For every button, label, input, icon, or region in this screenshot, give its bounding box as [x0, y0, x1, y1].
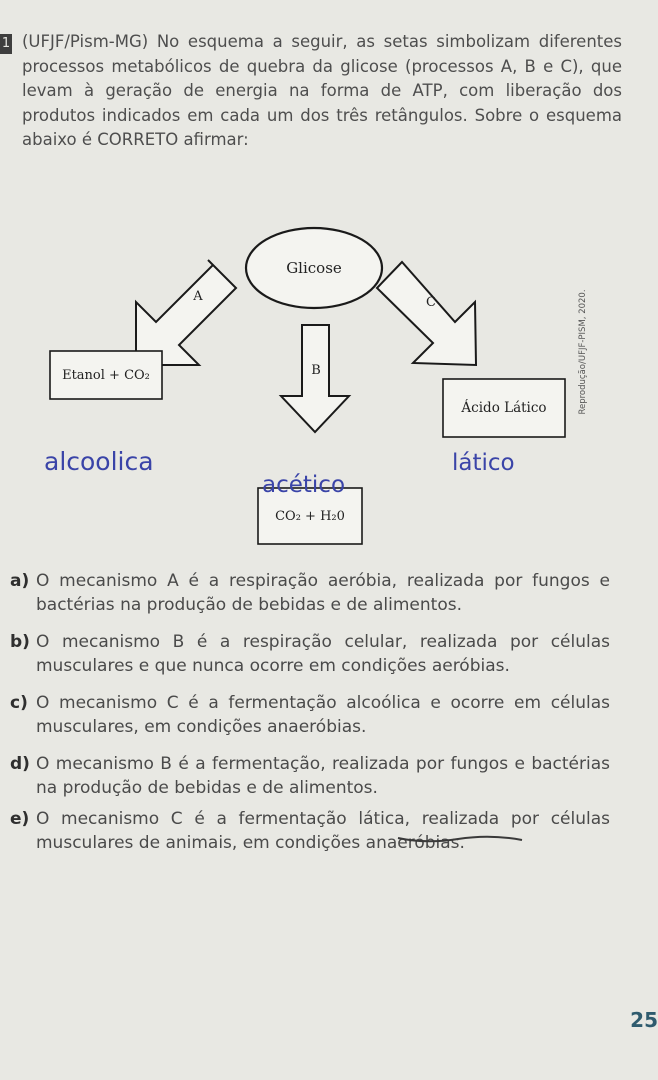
- box-co2-water-label: CO₂ + H₂0: [275, 509, 345, 524]
- option-b: [10, 631, 610, 678]
- answer-options: [10, 570, 610, 855]
- image-credit: Reprodução/UFJF-PISM, 2020.: [578, 289, 588, 415]
- option-b-letter: b): [10, 632, 30, 652]
- box-lactic-acid-label: Ácido Lático: [461, 400, 547, 416]
- option-d-text: O mecanismo B é a fermentação, realizada por fungos e bactérias na produção de bebidas e de alimentos.: [36, 754, 610, 798]
- option-c-text: O mecanismo C é a fermentação alcoólica e ocorre em células musculares, em condições anaeróbias.: [36, 693, 610, 737]
- page-number: 25: [630, 1008, 658, 1032]
- option-e-text: O mecanismo C é a fermentação lática, realizada por células musculares de animais, em condições anaeróbias.: [36, 809, 610, 853]
- arrow-c: [377, 262, 476, 365]
- handwritten-latico: lático: [452, 450, 515, 476]
- option-d-letter: d): [10, 754, 30, 774]
- question-number-badge: 1: [0, 34, 12, 54]
- option-c-letter: c): [10, 693, 28, 713]
- glucose-label: Glicose: [286, 259, 342, 277]
- arrow-b-label: B: [311, 363, 321, 378]
- handwritten-underline: [396, 832, 526, 846]
- handwritten-acetico: acético: [262, 472, 346, 498]
- arrow-a: [136, 260, 236, 365]
- box-ethanol-label: Etanol + CO₂: [62, 368, 150, 383]
- handwritten-alcoolica: alcoolica: [44, 447, 154, 476]
- option-a-text: O mecanismo A é a respiração aeróbia, realizada por fungos e bactérias na produção de bebidas e de alimentos.: [36, 571, 610, 615]
- option-b-text: O mecanismo B é a respiração celular, realizada por células musculares e que nunca ocorre em condições aeróbias.: [36, 632, 610, 676]
- arrow-a-label: A: [193, 289, 203, 304]
- question-intro: (UFJF/Pism-MG) No esquema a seguir, as setas simbolizam diferentes processos metabólicos de quebra da glicose (processos A, B e C), que levam à geração de energia na forma de ATP, com liberação dos produtos indicados em cada um dos três retângulos. Sobre o esquema abaixo é CORRETO afirmar:: [22, 32, 622, 149]
- arrow-c-label: C: [426, 295, 436, 310]
- option-e-letter: e): [10, 809, 30, 829]
- option-c: [10, 692, 610, 739]
- arrow-b: [281, 325, 349, 432]
- option-a: [10, 570, 610, 617]
- option-a-letter: a): [10, 571, 30, 591]
- option-d: [10, 753, 610, 800]
